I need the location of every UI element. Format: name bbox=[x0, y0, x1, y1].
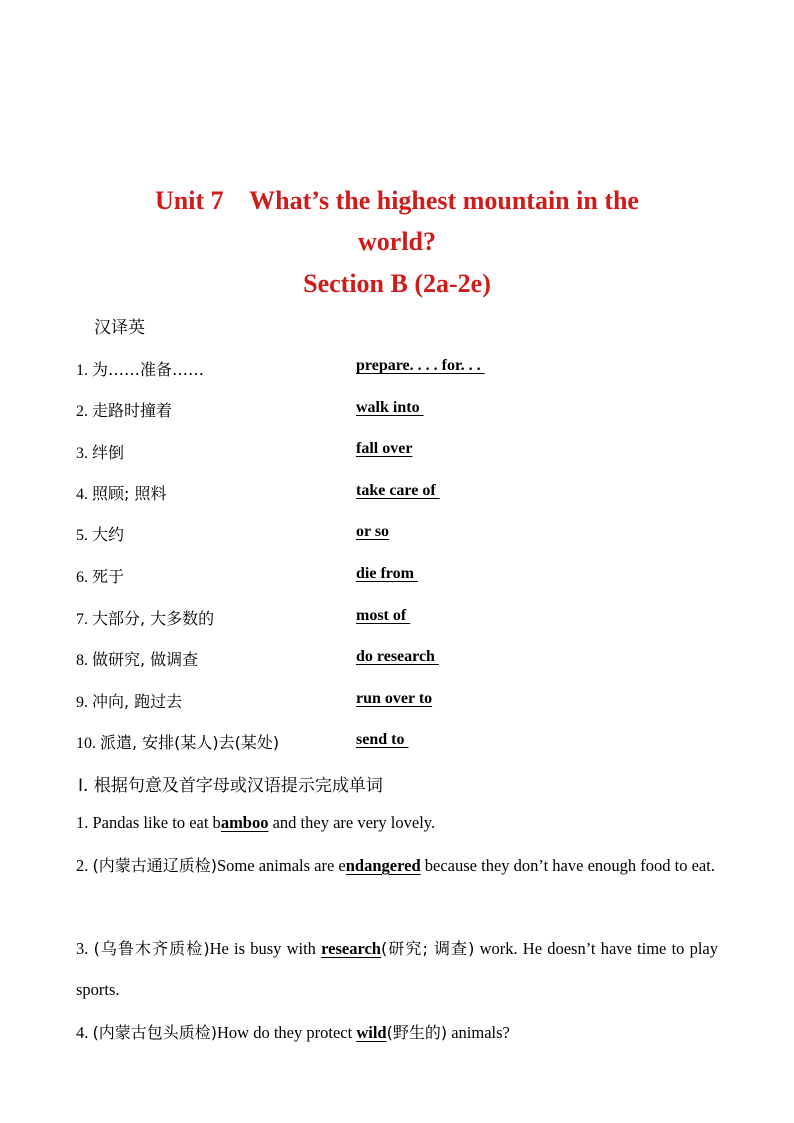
vocab-row bbox=[76, 522, 124, 544]
question-2 bbox=[76, 845, 718, 886]
question-source: (内蒙古包头质检) bbox=[92, 1023, 217, 1042]
vocab-number: 2. bbox=[76, 403, 88, 420]
answer-blank: ndangered bbox=[345, 856, 421, 875]
vocab-answer: run over to bbox=[356, 690, 433, 707]
question-text: animals? bbox=[447, 1023, 510, 1042]
question-number: 4. bbox=[76, 1023, 89, 1042]
answer-blank: research bbox=[321, 939, 381, 958]
vocab-row bbox=[76, 689, 182, 711]
vocab-chinese: 做研究, 做调查 bbox=[92, 650, 199, 669]
vocab-row bbox=[76, 606, 214, 628]
vocab-chinese: 绊倒 bbox=[92, 443, 125, 462]
vocab-number: 7. bbox=[76, 611, 88, 628]
vocab-answer: die from bbox=[356, 565, 418, 582]
vocab-row bbox=[76, 481, 166, 503]
question-hint: (研究; 调查) bbox=[380, 939, 475, 958]
vocab-chinese: 派遣, 安排(某人)去(某处) bbox=[100, 733, 280, 752]
question-1 bbox=[76, 802, 718, 843]
title-line-2: world? bbox=[358, 227, 436, 256]
vocab-answer: do research bbox=[356, 648, 439, 665]
section-1-heading: Ⅰ. 根据句意及首字母或汉语提示完成单词 bbox=[78, 776, 383, 796]
vocab-chinese: 大约 bbox=[92, 525, 125, 544]
vocab-number: 6. bbox=[76, 569, 88, 586]
vocab-number: 3. bbox=[76, 445, 88, 462]
vocab-number: 5. bbox=[76, 527, 88, 544]
vocab-chinese: 为……准备…… bbox=[92, 360, 205, 379]
vocab-chinese: 照顾; 照料 bbox=[92, 484, 167, 503]
vocab-number: 1. bbox=[76, 362, 88, 379]
question-text: How do they protect bbox=[217, 1023, 357, 1042]
question-4 bbox=[76, 1012, 718, 1053]
question-text: Some animals are e bbox=[217, 856, 346, 875]
vocab-chinese: 走路时撞着 bbox=[92, 401, 173, 420]
vocab-row bbox=[76, 357, 204, 379]
vocab-chinese: 冲向, 跑过去 bbox=[92, 692, 183, 711]
vocab-row bbox=[76, 647, 198, 669]
question-3 bbox=[76, 928, 718, 1010]
vocab-answer: prepare. . . . for. . . bbox=[356, 357, 485, 374]
question-source: (乌鲁木齐质检) bbox=[93, 939, 210, 958]
question-number: 2. bbox=[76, 856, 89, 875]
vocab-number: 9. bbox=[76, 694, 88, 711]
vocab-row bbox=[76, 440, 124, 462]
vocab-answer: take care of bbox=[356, 482, 440, 499]
question-number: 3. bbox=[76, 939, 89, 958]
question-text: work. He doesn’t have time to play sports. bbox=[76, 939, 719, 999]
vocab-answer: or so bbox=[356, 523, 390, 540]
vocab-number: 10. bbox=[76, 735, 96, 752]
vocab-heading: 汉译英 bbox=[94, 318, 145, 338]
question-text: He is busy with bbox=[209, 939, 322, 958]
question-text: and they are very lovely. bbox=[268, 813, 436, 832]
answer-blank: amboo bbox=[220, 813, 269, 832]
vocab-answer: walk into bbox=[356, 399, 424, 416]
question-text: Pandas like to eat b bbox=[92, 813, 221, 832]
question-text: because they don’t have enough food to eat. bbox=[420, 856, 715, 875]
vocab-number: 4. bbox=[76, 486, 88, 503]
answer-blank: wild bbox=[356, 1023, 387, 1042]
question-hint: (野生的) bbox=[386, 1023, 448, 1042]
vocab-answer: fall over bbox=[356, 440, 413, 457]
question-source: (内蒙古通辽质检) bbox=[92, 856, 217, 875]
vocab-row bbox=[76, 730, 279, 752]
vocab-answer: send to bbox=[356, 731, 409, 748]
vocab-chinese: 大部分, 大多数的 bbox=[92, 609, 215, 628]
vocab-number: 8. bbox=[76, 652, 88, 669]
title-line-1: Unit 7 What’s the highest mountain in the bbox=[155, 186, 639, 215]
vocab-chinese: 死于 bbox=[92, 567, 125, 586]
question-number: 1. bbox=[76, 813, 89, 832]
vocab-row bbox=[76, 398, 172, 420]
vocab-row bbox=[76, 564, 124, 586]
vocab-answer: most of bbox=[356, 607, 411, 624]
section-title: Section B (2a-2e) bbox=[303, 269, 491, 298]
